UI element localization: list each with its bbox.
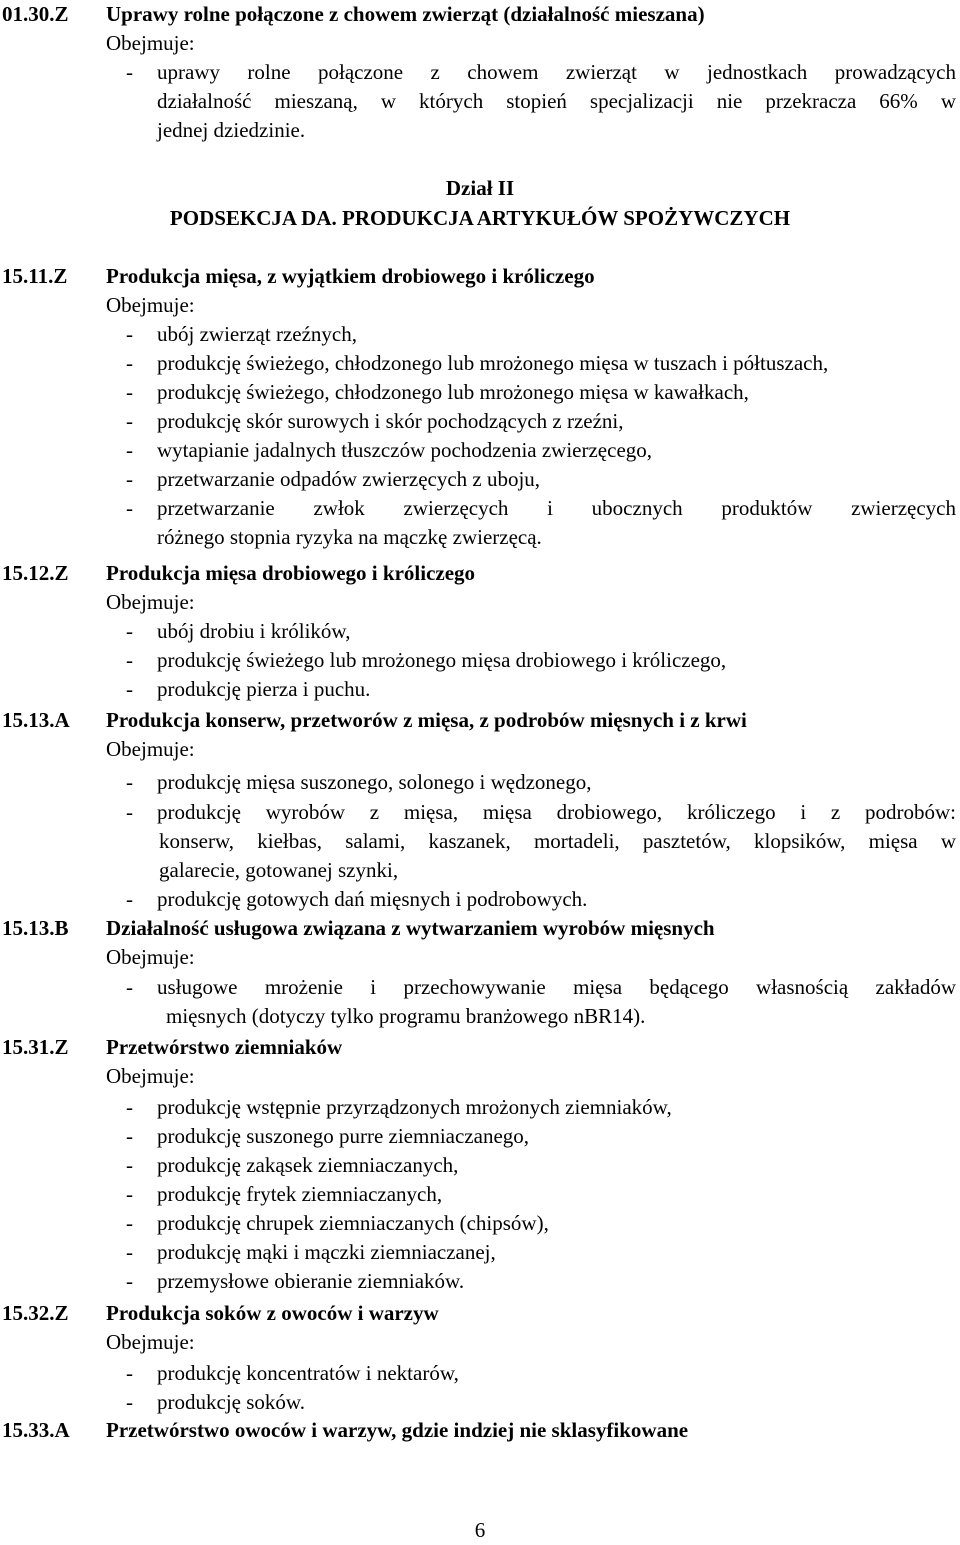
section-title: Produkcja mięsa drobiowego i króliczego <box>106 561 476 585</box>
list-dash: - <box>126 467 133 491</box>
list-dash: - <box>126 351 133 375</box>
podsekcja-heading: PODSEKCJA DA. PRODUKCJA ARTYKUŁÓW SPOŻYWCZYCH <box>169 206 791 230</box>
section-code: 15.32.Z <box>2 1301 69 1325</box>
list-dash: - <box>126 887 133 911</box>
list-item-text: produkcję mięsa suszonego, solonego i wędzonego, <box>157 770 592 794</box>
list-dash: - <box>126 409 133 433</box>
list-item-text: wytapianie jadalnych tłuszczów pochodzenia zwierzęcego, <box>157 438 653 462</box>
list-dash: - <box>126 1390 133 1414</box>
obejmuje-label: Obejmuje: <box>106 1064 195 1088</box>
section-title: Przetwórstwo ziemniaków <box>106 1035 343 1059</box>
obejmuje-label: Obejmuje: <box>106 737 195 761</box>
list-item-text: usługowe mrożenie i przechowywanie mięsa będącego własnością zakładów <box>157 975 956 999</box>
list-dash: - <box>126 770 133 794</box>
list-item-text: produkcję świeżego, chłodzonego lub mrożonego mięsa w tuszach i półtuszach, <box>157 351 829 375</box>
section-code: 15.13.A <box>2 708 70 732</box>
list-item-text: przetwarzanie odpadów zwierzęcych z uboju, <box>157 467 541 491</box>
list-item-continuation: różnego stopnia ryzyka na mączkę zwierzęcą. <box>157 525 542 549</box>
obejmuje-label: Obejmuje: <box>106 1330 195 1354</box>
list-dash: - <box>126 1095 133 1119</box>
list-item-text: produkcję wstępnie przyrządzonych mrożonych ziemniaków, <box>157 1095 672 1119</box>
section-code: 15.31.Z <box>2 1035 69 1059</box>
list-item-text: produkcję zakąsek ziemniaczanych, <box>157 1153 459 1177</box>
list-item-text: produkcję pierza i puchu. <box>157 677 371 701</box>
list-dash: - <box>126 1124 133 1148</box>
section-title: Produkcja konserw, przetworów z mięsa, z podrobów mięsnych i z krwi <box>106 708 747 732</box>
list-item-text: przemysłowe obieranie ziemniaków. <box>157 1269 465 1293</box>
list-dash: - <box>126 496 133 520</box>
obejmuje-label: Obejmuje: <box>106 945 195 969</box>
list-dash: - <box>126 1361 133 1385</box>
list-dash: - <box>126 380 133 404</box>
section-code: 15.12.Z <box>2 561 69 585</box>
section-title: Przetwórstwo owoców i warzyw, gdzie indziej nie sklasyfikowane <box>106 1418 689 1442</box>
list-item-continuation: jednej dziedzinie. <box>157 118 306 142</box>
list-dash: - <box>126 60 133 84</box>
obejmuje-label: Obejmuje: <box>106 590 195 614</box>
list-item-text: produkcję suszonego purre ziemniaczanego, <box>157 1124 530 1148</box>
list-item-continuation: działalność mieszaną, w których stopień specjalizacji nie przekracza 66% w <box>157 89 956 113</box>
section-title: Działalność usługowa związana z wytwarzaniem wyrobów mięsnych <box>106 916 715 940</box>
list-item-text: produkcję świeżego, chłodzonego lub mrożonego mięsa w kawałkach, <box>157 380 749 404</box>
list-dash: - <box>126 619 133 643</box>
list-item-text: ubój drobiu i królików, <box>157 619 351 643</box>
section-code: 15.13.B <box>2 916 69 940</box>
list-dash: - <box>126 1153 133 1177</box>
list-item-continuation: galarecie, gotowanej szynki, <box>159 858 399 882</box>
list-dash: - <box>126 975 133 999</box>
list-dash: - <box>126 648 133 672</box>
list-item-text: ubój zwierząt rzeźnych, <box>157 322 357 346</box>
list-dash: - <box>126 1269 133 1293</box>
list-dash: - <box>126 677 133 701</box>
list-item-text: produkcję soków. <box>157 1390 305 1414</box>
list-item-text: uprawy rolne połączone z chowem zwierząt w jednostkach prowadzących <box>157 60 956 84</box>
list-item-text: produkcję gotowych dań mięsnych i podrobowych. <box>157 887 588 911</box>
section-title: Produkcja soków z owoców i warzyw <box>106 1301 439 1325</box>
section-code: 15.33.A <box>2 1418 70 1442</box>
list-dash: - <box>126 1240 133 1264</box>
dzial-heading: Dział II <box>445 176 515 200</box>
list-dash: - <box>126 800 133 824</box>
list-dash: - <box>126 438 133 462</box>
list-dash: - <box>126 1211 133 1235</box>
list-item-text: produkcję wyrobów z mięsa, mięsa drobiowego, króliczego i z podrobów: <box>157 800 956 824</box>
obejmuje-label: Obejmuje: <box>106 31 195 55</box>
list-item-text: produkcję chrupek ziemniaczanych (chipsów), <box>157 1211 549 1235</box>
section-code: 15.11.Z <box>2 264 68 288</box>
list-item-text: produkcję skór surowych i skór pochodzących z rzeźni, <box>157 409 624 433</box>
list-item-text: produkcję świeżego lub mrożonego mięsa drobiowego i króliczego, <box>157 648 727 672</box>
page-number: 6 <box>474 1518 486 1542</box>
list-item-text: przetwarzanie zwłok zwierzęcych i ubocznych produktów zwierzęcych <box>157 496 956 520</box>
section-title: Uprawy rolne połączone z chowem zwierząt (działalność mieszana) <box>106 2 705 26</box>
list-item-text: produkcję koncentratów i nektarów, <box>157 1361 459 1385</box>
list-item-text: produkcję frytek ziemniaczanych, <box>157 1182 443 1206</box>
obejmuje-label: Obejmuje: <box>106 293 195 317</box>
list-dash: - <box>126 322 133 346</box>
list-item-text: produkcję mąki i mączki ziemniaczanej, <box>157 1240 496 1264</box>
list-dash: - <box>126 1182 133 1206</box>
list-item-continuation: konserw, kiełbas, salami, kaszanek, mortadeli, pasztetów, klopsików, mięsa w <box>159 829 956 853</box>
section-code: 01.30.Z <box>2 2 69 26</box>
list-item-continuation: mięsnych (dotyczy tylko programu branżowego nBR14). <box>166 1004 646 1028</box>
section-title: Produkcja mięsa, z wyjątkiem drobiowego i króliczego <box>106 264 595 288</box>
